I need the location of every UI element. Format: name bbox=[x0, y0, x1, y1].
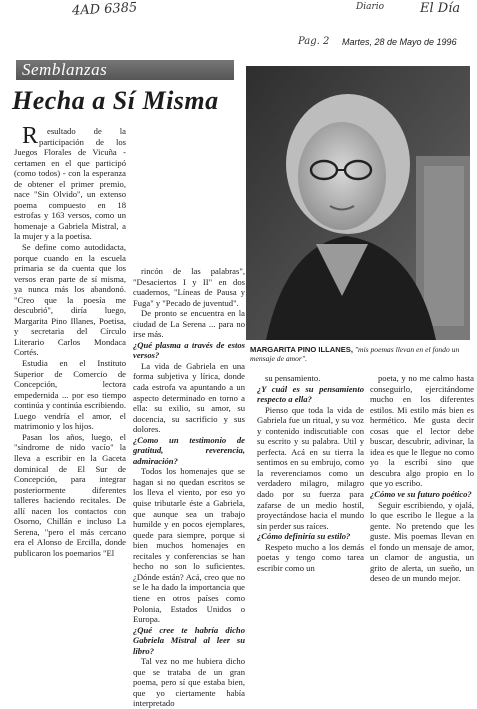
newspaper-prefix-annotation: Diario bbox=[356, 2, 385, 12]
article-paragraph: La vida de Gabriela en una forma subjetiva y lírica, donde cada estrofa va apuntando a un aspecto determinado en torno a ella: su exilio, su amor, su docencia, su sacrificio y sus dolores. bbox=[133, 360, 245, 435]
portrait-photo bbox=[246, 66, 470, 340]
article-paragraph: Resultado de la participación de los Juegos Florales de Vicuña - certamen en el que participó (como todos) - con la esperanza de obtener el primer premio, nace "Sin Olvido", un extenso poema compuesto en 18 estrofas y 163 versos, como un homenaje a Gabriela Mistral, a la mujer y a la poetisa. bbox=[14, 123, 126, 242]
article-paragraph: Se define como autodidacta, porque cuando en la escuela primaria se da cuenta que los versos eran parte de sí misma, ya nunca más los abandonó. "Creo que la poesía me descubrió", diría luego, Margarita Pino Illanes, Poetisa, y secretaria del Círculo Literario Carlos Mondaca Cortés. bbox=[14, 242, 126, 358]
article-paragraph: rincón de las palabras", "Desaciertos I y II" en dos cuadernos, "Líneas de Pausa y Fuga" y "Pecado de juventud". bbox=[133, 266, 245, 308]
article-paragraph: Todos los homenajes que se hagan si no quedan escritos se los lleva el viento, por eso yo quise tributarle éste a Gabriela, que aunque sea un trabajo humilde y en pocos ejemplares, quede para siempre, porque si bien muchos homenajes en recitales y conferencias se han hecho no son lo suficientes. ¿Dónde están? Acá, creo que no se le ha dado la importancia que tiene en otros países como Polonia, Estados Unidos o Europa. bbox=[133, 466, 245, 625]
article-paragraph: poeta, y no me calmo hasta conseguirlo, ejercitándome mucho en los diferentes estilos. Mi estilo más bien es hermético. Me gusta decir cosas que el lector debe buscar, descubrir, adivinar, la idea es que le llegue no como yo la escribí sino que descubra algo propio en lo que yo escribo. bbox=[370, 373, 474, 489]
article-column-4 bbox=[370, 373, 474, 584]
article-paragraph: Tal vez no me hubiera dicho que se trataba de un gran poema, pero sí que estaba bien, que yo ciertamente había interpretado bbox=[133, 656, 245, 709]
newspaper-name-annotation: El Día bbox=[420, 1, 461, 16]
headline: Hecha a Sí Misma bbox=[12, 86, 219, 115]
publication-date: Martes, 28 de Mayo de 1996 bbox=[342, 37, 457, 47]
interview-question: ¿Como un testimonio de gratitud, reverencia, admiración? bbox=[133, 434, 245, 466]
article-paragraph: De pronto se encuentra en la ciudad de La Serena ... para no irse más. bbox=[133, 308, 245, 340]
page-annotation: Pag. 2 bbox=[298, 36, 330, 47]
caption-quote: "mis poemas llevan en el fondo un mensaje de amor". bbox=[250, 345, 460, 363]
interview-question: ¿Qué cree te habría dicho Gabriela Mistral al leer su libro? bbox=[133, 624, 245, 656]
interview-question: ¿Qué plasma a través de estos versos? bbox=[133, 339, 245, 361]
article-column-2 bbox=[133, 266, 245, 709]
article-paragraph: Estudia en el Instituto Superior de Comercio de Concepción, lectora empedernida ... por eso tiempo continúa y continúa escribiendo. Luego vendría el amor, el matrimonio y los hijos. bbox=[14, 358, 126, 432]
article-paragraph: su pensamiento. bbox=[265, 373, 321, 383]
section-label: Semblanzas bbox=[16, 60, 234, 80]
interview-question: ¿Cómo ve su futuro poético? bbox=[370, 489, 472, 500]
article-paragraph: Pasan los años, luego, el "síndrome de nido vacío" la lleva a escribir en la Gaceta dominical de El Sur de Concepción, para integrar posteriormente diferentes talleres haciendo recitales. De allí nacen los contactos con Osorno, Chillán e incluso La Serena, "pero el más cercano era el Alonso de Ercilla, donde publicaron los poemarios "El bbox=[14, 431, 126, 558]
portrait-image bbox=[246, 66, 470, 340]
interview-question: ¿Cómo definiría su estilo? bbox=[257, 531, 351, 542]
article-paragraph: Seguir escribiendo, y ojalá, lo que escribo le llegue a la gente. No pretendo que les guste. Mis poemas llevan en el fondo un mensaje de amor, un clamor de angustia, un grito de alerta, un sueño, un deseo de un mundo mejor. bbox=[370, 499, 474, 584]
photo-caption bbox=[250, 345, 472, 363]
archive-code-annotation: 4AD 6385 bbox=[71, 0, 138, 19]
article-column-1 bbox=[14, 123, 126, 558]
interview-question: ¿Y cuál es su pensamiento respecto a ella? bbox=[257, 383, 364, 405]
article-paragraph: Pienso que toda la vida de Gabriela fue un ritual, y su voz y contenido indiscutiable con su escrito y su palabra. Util y perfecta. Acá en su tierra la sentimos en su embrujo, como la reverenciamos como un verdadero milagro, milagro dado por su fuerza para zafarse de un medio hostil, proyectándose hacia el mundo sin perder sus raíces. bbox=[257, 404, 364, 531]
article-paragraph: Respeto mucho a los demás poetas y tengo como tarea escribir como un bbox=[257, 541, 364, 573]
article-column-3 bbox=[257, 373, 364, 573]
caption-name: MARGARITA PINO ILLANES, bbox=[250, 345, 353, 354]
